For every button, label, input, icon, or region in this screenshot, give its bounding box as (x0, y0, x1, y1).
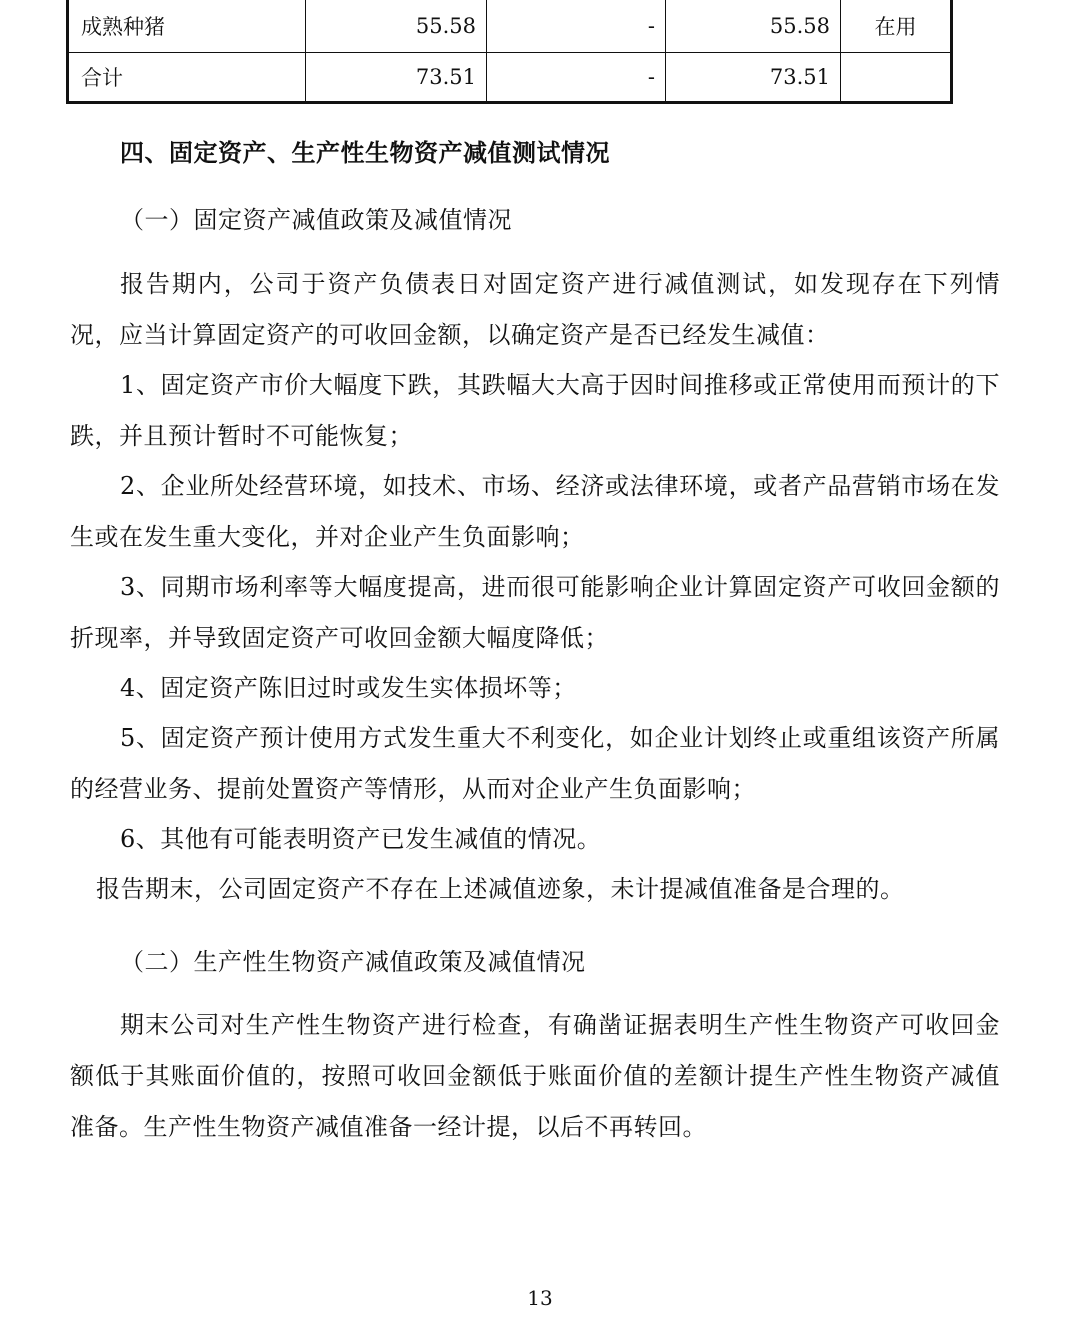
row-value-1: 73.51 (306, 52, 487, 102)
section-heading: 四、固定资产、生产性生物资产减值测试情况 (120, 138, 610, 167)
list-item-4: 4、固定资产陈旧过时或发生实体损坏等； (120, 674, 577, 702)
conclusion-paragraph: 报告期末，公司固定资产不存在上述减值迹象，未计提减值准备是合理的。 (96, 875, 905, 903)
row-status (841, 52, 952, 102)
row-value-3: 73.51 (666, 52, 841, 102)
list-item-5: 5、固定资产预计使用方式发生重大不利变化，如企业计划终止或重组该资产所属的经营业务、提前处置资产等情形，从而对企业产生负面影响； (70, 724, 1000, 803)
table-row (68, 52, 952, 102)
row-status: 在用 (841, 0, 952, 52)
table-row (68, 0, 952, 52)
row-value-3: 55.58 (666, 0, 841, 52)
asset-table (66, 0, 953, 104)
row-value-2: - (487, 0, 666, 52)
subsection-title-1: （一）固定资产减值政策及减值情况 (120, 206, 512, 234)
list-item-3: 3、同期市场利率等大幅度提高，进而很可能影响企业计算固定资产可收回金额的折现率，并导致固定资产可收回金额大幅度降低； (70, 573, 1000, 652)
row-value-1: 55.58 (306, 0, 487, 52)
page-number: 13 (527, 1286, 553, 1310)
list-item-6: 6、其他有可能表明资产已发生减值的情况。 (120, 825, 602, 853)
list-item-2: 2、企业所处经营环境，如技术、市场、经济或法律环境，或者产品营销市场在发生或在发生重大变化，并对企业产生负面影响； (70, 472, 1000, 551)
row-name: 合计 (68, 52, 306, 102)
row-value-2: - (487, 52, 666, 102)
list-item-1: 1、固定资产市价大幅度下跌，其跌幅大大高于因时间推移或正常使用而预计的下跌，并且预计暂时不可能恢复； (70, 371, 1000, 450)
intro-paragraph: 报告期内，公司于资产负债表日对固定资产进行减值测试，如发现存在下列情况，应当计算固定资产的可收回金额，以确定资产是否已经发生减值： (70, 270, 1000, 349)
row-name: 成熟种猪 (68, 0, 306, 52)
body-paragraph: 期末公司对生产性生物资产进行检查，有确凿证据表明生产性生物资产可收回金额低于其账面价值的，按照可收回金额低于账面价值的差额计提生产性生物资产减值准备。生产性生物资产减值准备一经计提，以后不再转回。 (70, 1011, 1000, 1141)
subsection-title-2: （二）生产性生物资产减值政策及减值情况 (120, 948, 586, 976)
